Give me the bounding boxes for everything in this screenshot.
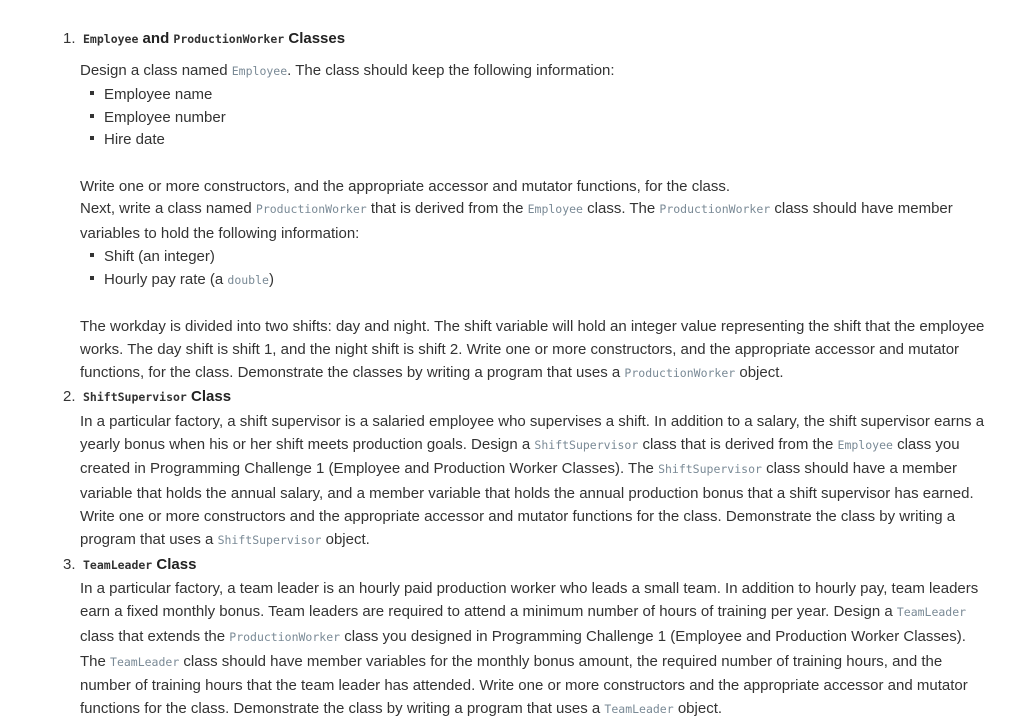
item-2-line-3 <box>80 459 957 479</box>
item-2-line-1: In a particular factory, a shift supervisor is a salaried employee who supervises a shift. In addition to a salary, the shift supervisor earns a <box>80 413 985 430</box>
text-run: functions for the class. Demonstrate the class by writing a program that uses a <box>80 700 605 717</box>
list-item-label: Employee name <box>104 86 213 103</box>
text-run: class should have member <box>770 200 953 217</box>
text-run: yearly bonus when his or her shift meets production goals. Design a <box>80 436 535 453</box>
item-2-line-5: Write one or more constructors and the appropriate accessor and mutator functions for the class. Demonstrate the class by writing a <box>80 508 956 525</box>
bullet-icon <box>90 114 94 118</box>
text-run: created in Programming Challenge 1 (Employee and Production Worker Classes). The <box>80 460 659 477</box>
item-1-paragraph-2-line-2: variables to hold the following information: <box>80 225 360 242</box>
code-teamleader: TeamLeader <box>110 655 180 669</box>
text-run: program that uses a <box>80 531 218 548</box>
bullet-icon <box>90 136 94 140</box>
text-run: Next, write a class named <box>80 200 256 217</box>
item-1-intro-text: Design a class named <box>80 62 232 79</box>
item-1-paragraph-1: Write one or more constructors, and the appropriate accessor and mutator functions, for the class. <box>80 178 731 195</box>
code-productionworker: ProductionWorker <box>659 202 771 216</box>
item-1-title-classes: Classes <box>284 30 346 47</box>
code-shiftsupervisor: ShiftSupervisor <box>217 533 322 547</box>
item-1-paragraph-2-line-1 <box>80 199 953 219</box>
text-run: class should have a member <box>761 460 958 477</box>
item-3-line-4 <box>80 652 942 672</box>
code-productionworker: ProductionWorker <box>229 630 341 644</box>
text-run: earn a fixed monthly bonus. Team leaders are required to attend a minimum number of hours of training per year. Design a <box>80 603 897 620</box>
item-3-title-class: Class <box>152 556 197 573</box>
text-run: object. <box>673 700 723 717</box>
code-employee: Employee <box>527 202 583 216</box>
code-employee: Employee <box>837 438 893 452</box>
item-2-line-4: variable that holds the annual salary, and a member variable that holds the annual production bonus that a shift supervisor has earned. <box>80 485 974 502</box>
text-run: object. <box>735 364 784 381</box>
item-2-line-6 <box>80 530 370 550</box>
item-2-number: 2. <box>63 388 76 405</box>
item-1-paragraph-3-line-1: The workday is divided into two shifts: day and night. The shift variable will hold an integer value representing the shift that the employee <box>80 318 985 335</box>
text-run: class that extends the <box>80 628 230 645</box>
item-1-title <box>83 29 345 49</box>
code-teamleader: TeamLeader <box>896 605 967 619</box>
text-run: class should have member variables for the monthly bonus amount, the required number of training hours, and the <box>179 653 943 670</box>
item-1-intro-text-end: . The class should keep the following information: <box>287 62 615 79</box>
text-run: The <box>80 653 111 670</box>
list-item <box>90 247 215 267</box>
code-teamleader: TeamLeader <box>604 702 674 716</box>
item-1-paragraph-3-line-2: works. The day shift is shift 1, and the night shift is shift 2. Write one or more constructors, and the appropriate accessor and mutator <box>80 341 960 358</box>
list-item <box>90 130 165 150</box>
code-productionworker: ProductionWorker <box>624 366 736 380</box>
item-3-line-5: number of training hours that the team leader has attended. Write one or more constructors and the appropriate accessor and mutator <box>80 677 968 694</box>
item-2-title-code: ShiftSupervisor <box>83 390 187 404</box>
item-1-title-code-productionworker: ProductionWorker <box>173 32 285 46</box>
item-2-line-2 <box>80 435 960 455</box>
item-3-number: 3. <box>63 556 76 573</box>
list-item-label: Hourly pay rate (a <box>104 271 228 288</box>
list-item <box>90 270 274 290</box>
item-2-title <box>83 387 231 407</box>
text-run: object. <box>321 531 370 548</box>
bullet-icon <box>90 253 94 257</box>
list-item-label: Shift (an integer) <box>104 248 215 265</box>
code-productionworker: ProductionWorker <box>255 202 367 216</box>
text-run: class that is derived from the <box>638 436 838 453</box>
code-double: double <box>227 273 269 287</box>
item-3-line-1: In a particular factory, a team leader is an hourly paid production worker who leads a small team. In addition to hourly pay, team leaders <box>80 580 979 597</box>
list-item-label: Employee number <box>104 109 226 126</box>
list-item-label-end: ) <box>268 271 274 288</box>
item-1-intro <box>80 61 615 81</box>
list-item-label: Hire date <box>104 131 165 148</box>
text-run: functions, for the class. Demonstrate the classes by writing a program that uses a <box>80 364 625 381</box>
item-1-paragraph-3-line-3 <box>80 363 784 383</box>
item-3-title-code: TeamLeader <box>83 558 153 572</box>
item-1-title-and: and <box>138 30 174 47</box>
code-shiftsupervisor: ShiftSupervisor <box>534 438 639 452</box>
item-1-title-code-employee: Employee <box>83 32 139 46</box>
code-shiftsupervisor: ShiftSupervisor <box>658 462 762 476</box>
text-run: class you designed in Programming Challenge 1 (Employee and Production Worker Classes). <box>340 628 966 645</box>
text-run: that is derived from the <box>366 200 528 217</box>
item-3-line-2 <box>80 602 966 622</box>
list-item <box>90 85 212 105</box>
item-2-title-class: Class <box>186 388 232 405</box>
bullet-icon <box>90 276 94 280</box>
item-3-line-6 <box>80 699 722 719</box>
item-3-line-3 <box>80 627 966 647</box>
list-item <box>90 108 226 128</box>
item-1-intro-code: Employee <box>231 64 288 78</box>
bullet-icon <box>90 91 94 95</box>
text-run: class you <box>892 436 960 453</box>
item-3-title <box>83 555 196 575</box>
item-1-number: 1. <box>63 30 76 47</box>
text-run: class. The <box>582 200 660 217</box>
